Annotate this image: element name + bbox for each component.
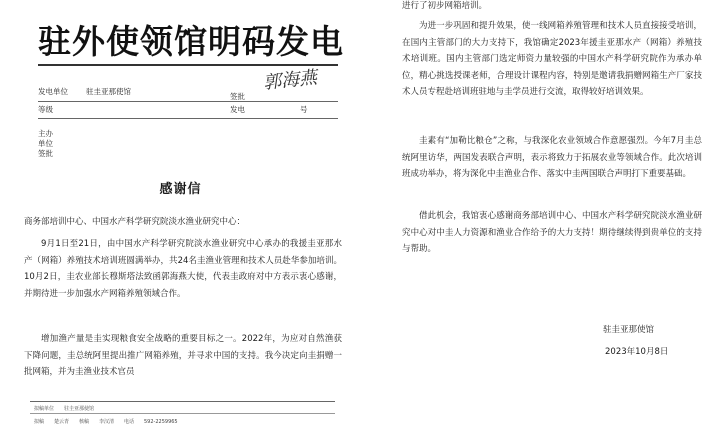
grade-label: 等级 bbox=[38, 105, 53, 114]
meta-divider-1 bbox=[38, 101, 338, 102]
letter-paragraph-5: 借此机会，我馆衷心感谢商务部培训中心、中国水产科学研究院淡水渔业研究中心对中圭人力资源和渔业合作给予的大力支持！期待继续得到贵单位的支持与帮助。 bbox=[402, 211, 702, 255]
sender-value: 驻圭亚那使馆 bbox=[86, 87, 131, 96]
footer-divider bbox=[30, 401, 335, 402]
salutation: 商务部培训中心、中国水产科学研究院淡水渔业研究中心： bbox=[24, 217, 246, 227]
signing-organization: 驻圭亚那使馆 bbox=[603, 325, 655, 335]
ambassador-signature: 郭海燕 bbox=[262, 67, 319, 94]
footer-contacts: 拟稿 楚云青 核稿 李汉清 电话 592-2259965 bbox=[34, 419, 178, 425]
number-label: 发电 bbox=[230, 105, 245, 114]
unit-label: 单位 bbox=[38, 139, 53, 148]
telegram-header-title: 驻外使领馆明码发电 bbox=[38, 22, 344, 61]
letter-paragraph-0: 进行了初步网箱培训。 bbox=[402, 1, 488, 11]
letter-paragraph-4: 圭素有“加勒比粮仓”之称，与我深化农业领域合作意愿强烈。今年7月圭总统阿里访华，两国发表联合声明，表示将致力于拓展农业等领域合作。此次培训班成功举办，将为深化中圭渔业合作、落实中圭两国联合声明打下重要基础。 bbox=[402, 136, 702, 180]
main-label: 主办 bbox=[38, 129, 53, 138]
meta-divider-2 bbox=[38, 118, 338, 119]
letter-title: 感谢信 bbox=[159, 182, 202, 197]
signer-label: 签批 bbox=[230, 92, 245, 101]
signing-date: 2023年10月8日 bbox=[605, 347, 669, 357]
letter-page-right bbox=[361, 0, 722, 433]
number-suffix: 号 bbox=[300, 105, 308, 114]
footer-divider-2 bbox=[30, 413, 335, 414]
approval-label: 签批 bbox=[38, 149, 53, 158]
letter-paragraph-3: 为进一步巩固和提升效果，使一线网箱养殖管理和技术人员直接接受培训，在国内主管部门的大力支持下，我馆确定2023年援圭亚那水产（网箱）养殖技术培训班。国内主管部门选定师资力量较强的中国水产科学研究院作为承办单位，精心挑选授课老师，合理设计课程内容，特别是邀请我捐赠网箱生产厂家技术人员专程赴培训班驻地与圭学员进行交流，取得较好培训效果。 bbox=[402, 21, 702, 98]
letter-paragraph-1: 9月1日至21日，由中国水产科学研究院淡水渔业研究中心承办的我援圭亚那水产（网箱）养殖技术培训班圆满举办，共24名圭渔业管理和技术人员赴华参加培训。10月2日，圭农业部长穆斯塔法致函郭海燕大使，代表圭政府对中方表示衷心感谢，并期待进一步加强水产网箱养殖领域合作。 bbox=[24, 239, 342, 299]
sender-label: 发电单位 bbox=[38, 87, 68, 96]
letter-paragraph-2: 增加渔产量是圭实现粮食安全战略的重要目标之一。2022年，为应对自然渔获下降问题，圭总统阿里提出推广网箱养殖，并寻求中国的支持。我今决定向圭捐赠一批网箱，并为圭渔业技术官员 bbox=[24, 334, 342, 378]
footer-drafting-unit: 拟稿单位 驻圭亚那使馆 bbox=[34, 406, 95, 412]
